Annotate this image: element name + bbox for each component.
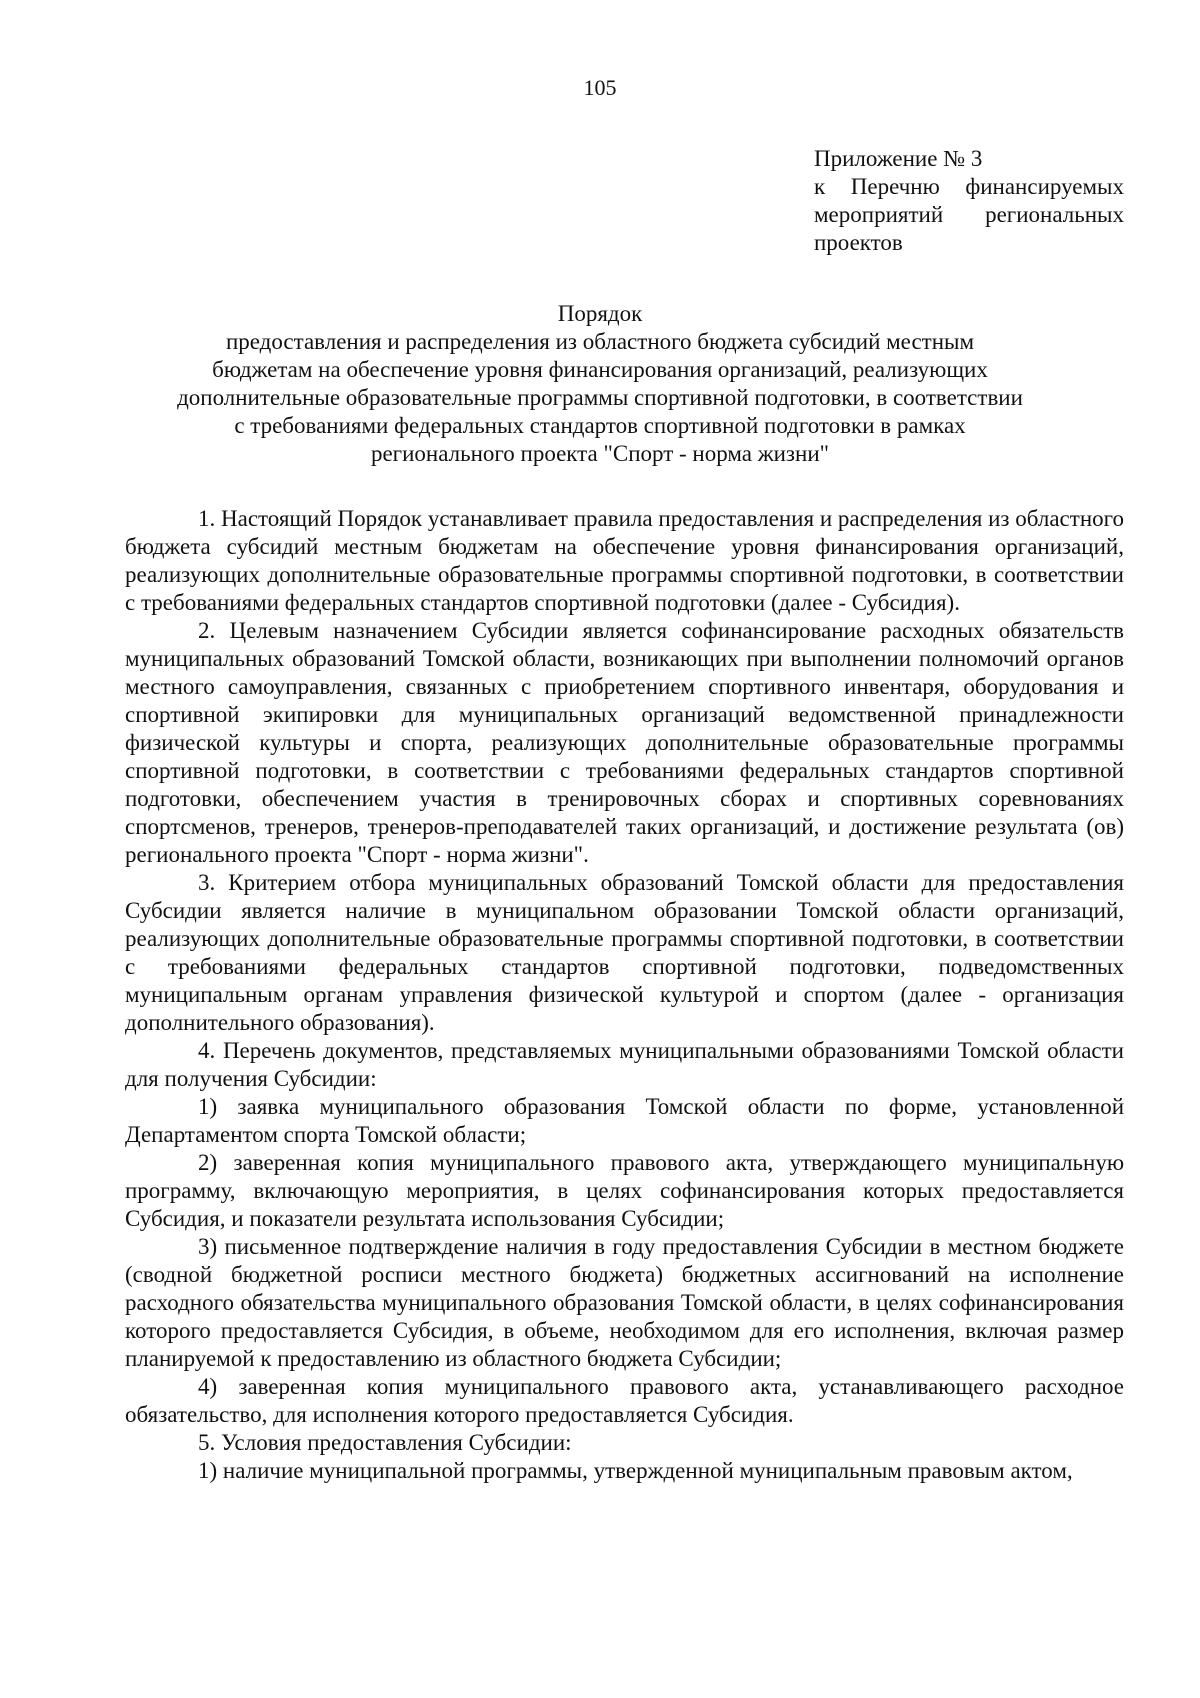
title-line: предоставления и распределения из областного бюджета субсидий местным [225,329,975,354]
annex-title: Приложение № 3 [814,146,983,171]
annex-line: к Перечню финансируемых [814,174,1124,199]
paragraph-4-item-1: 1) заявка муниципального образования Томской области по форме, установленной Департаментом спорта Томской области; [125,1094,1124,1147]
annex-line: проектов [814,230,903,255]
document-title [150,300,1050,468]
title-line: бюджетам на обеспечение уровня финансирования организаций, реализующих [212,357,988,382]
paragraph-3: 3. Критерием отбора муниципальных образований Томской области для предоставления Субсидии является наличие в муниципальном образовании Томской области организаций, реализующих дополнительные образовательные программы спортивной подготовки, в соответствии с требованиями федеральных стандартов спортивной подготовки, подведомственных муниципальным органам управления физической культурой и спортом (далее - организация дополнительного образования). [125,870,1124,1035]
title-line: регионального проекта "Спорт - норма жизни" [370,441,830,466]
title-heading: Порядок [557,301,643,326]
annex-line: мероприятий региональных [814,202,1124,227]
title-line: с требованиями федеральных стандартов спортивной подготовки в рамках [234,413,966,438]
paragraph-1: 1. Настоящий Порядок устанавливает правила предоставления и распределения из областного бюджета субсидий местным бюджетам на обеспечение уровня финансирования организаций, реализующих дополнительные образовательные программы спортивной подготовки, в соответствии с требованиями федеральных стандартов спортивной подготовки (далее - Субсидия). [125,506,1124,615]
paragraph-4: 4. Перечень документов, представляемых муниципальными образованиями Томской области для получения Субсидии: [125,1038,1124,1091]
page-number: 105 [583,75,617,100]
title-line: дополнительные образовательные программы спортивной подготовки, в соответствии [177,385,1023,410]
paragraph-5-item-1: 1) наличие муниципальной программы, утвержденной муниципальным правовым актом, [198,1458,1073,1483]
paragraph-4-item-2: 2) заверенная копия муниципального правового акта, утверждающего муниципальную программу, включающую мероприятия, в целях софинансирования которых предоставляется Субсидия, и показатели результата использования Субсидии; [125,1150,1124,1231]
paragraph-4-item-3: 3) письменное подтверждение наличия в году предоставления Субсидии в местном бюджете (сводной бюджетной росписи местного бюджета) бюджетных ассигнований на исполнение расходного обязательства муниципального образования Томской области, в целях софинансирования которого предоставляется Субсидия, в объеме, необходимом для его исполнения, включая размер планируемой к предоставлению из областного бюджета Субсидии; [125,1234,1124,1371]
annex-header [814,145,1124,257]
document-body [125,505,1124,1485]
paragraph-4-item-4: 4) заверенная копия муниципального правового акта, устанавливающего расходное обязательство, для исполнения которого предоставляется Субсидия. [125,1374,1124,1427]
paragraph-5: 5. Условия предоставления Субсидии: [198,1430,572,1455]
paragraph-2: 2. Целевым назначением Субсидии является софинансирование расходных обязательств муниципальных образований Томской области, возникающих при выполнении полномочий органов местного самоуправления, связанных с приобретением спортивного инвентаря, оборудования и спортивной экипировки для муниципальных организаций ведомственной принадлежности физической культуры и спорта, реализующих дополнительные образовательные программы спортивной подготовки, в соответствии с требованиями федеральных стандартов спортивной подготовки, обеспечением участия в тренировочных сборах и спортивных соревнованиях спортсменов, тренеров, тренеров-преподавателей таких организаций, и достижение результата (ов) регионального проекта "Спорт - норма жизни". [125,618,1124,867]
